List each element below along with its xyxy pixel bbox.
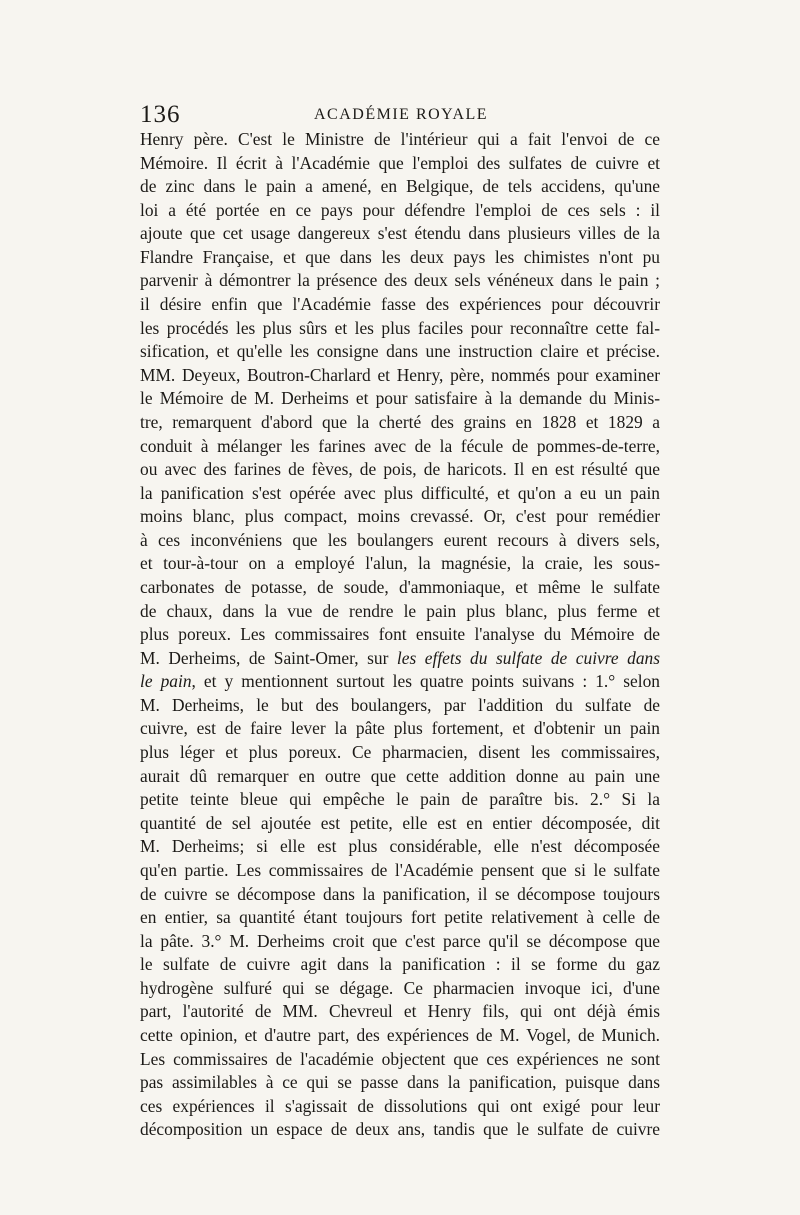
text-line: aurait dû remarquer en outre que cette addition donne au pain une: [140, 765, 660, 786]
page-header: [140, 100, 660, 130]
text-line: Mémoire. Il écrit à l'Académie que l'emploi des sulfates de cuivre et: [140, 152, 660, 173]
text-line: tre, remarquent d'abord que la cherté des grains en 1828 et 1829 a: [140, 411, 660, 432]
text-run: , et y mentionnent surtout les quatre points suivans : 1.° selon: [191, 671, 660, 692]
text-line: Les commissaires de l'académie objectent que ces expériences ne sont: [140, 1048, 660, 1069]
text-line: de cuivre se décompose dans la panification, il se décompose toujours: [140, 883, 660, 904]
italic-title-run: le pain: [140, 671, 192, 692]
text-line: parvenir à démontrer la présence des deux sels vénéneux dans le pain ;: [140, 270, 660, 291]
text-line-with-italic: [140, 647, 660, 671]
text-line: part, l'autorité de MM. Chevreul et Henry fils, qui ont déjà émis: [140, 1001, 660, 1022]
text-line: le sulfate de cuivre agit dans la panification : il se forme du gaz: [140, 954, 660, 975]
text-line: ces expériences il s'agissait de dissolutions qui ont exigé pour leur: [140, 1095, 660, 1116]
text-line: il désire enfin que l'Académie fasse des expériences pour découvrir: [140, 294, 660, 315]
text-line: cuivre, est de faire lever la pâte plus fortement, et d'obtenir un pain: [140, 718, 660, 739]
text-line: quantité de sel ajoutée est petite, elle est en entier décomposée, dit: [140, 812, 660, 833]
text-line: de chaux, dans la vue de rendre le pain plus blanc, plus ferme et: [140, 600, 660, 621]
text-line: les procédés les plus sûrs et les plus faciles pour reconnaître cette fal-: [140, 317, 660, 338]
text-line: hydrogène sulfuré qui se dégage. Ce pharmacien invoque ici, d'une: [140, 977, 660, 998]
page-number: 136: [140, 101, 181, 128]
text-line: plus poreux. Les commissaires font ensuite l'analyse du Mémoire de: [140, 624, 660, 645]
text-run: M. Derheims, de Saint-Omer, sur: [140, 647, 397, 668]
text-line: en entier, sa quantité étant toujours fort petite relativement à celle de: [140, 907, 660, 928]
text-line: loi a été portée en ce pays pour défendre l'emploi de ces sels : il: [140, 199, 660, 220]
text-line: à ces inconvéniens que les boulangers eurent recours à divers sels,: [140, 529, 660, 550]
running-title: ACADÉMIE ROYALE: [314, 106, 489, 123]
text-line: de zinc dans le pain a amené, en Belgique, de tels accidens, qu'une: [140, 176, 660, 197]
text-line: qu'en partie. Les commissaires de l'Académie pensent que si le sulfate: [140, 859, 660, 880]
text-line: le Mémoire de M. Derheims et pour satisfaire à la demande du Minis-: [140, 388, 660, 409]
text-line: Flandre Française, et que dans les deux pays les chimistes n'ont pu: [140, 246, 660, 267]
text-line: MM. Deyeux, Boutron-Charlard et Henry, père, nommés pour examiner: [140, 364, 660, 385]
text-line: petite teinte bleue qui empêche le pain de paraître bis. 2.° Si la: [140, 789, 660, 810]
text-line: Henry père. C'est le Ministre de l'intérieur qui a fait l'envoi de ce: [140, 129, 660, 149]
text-line: pas assimilables à ce qui se passe dans la panification, puisque dans: [140, 1072, 660, 1093]
text-line: M. Derheims, le but des boulangers, par l'addition du sulfate de: [140, 694, 660, 715]
body-text: [140, 128, 660, 1142]
text-line: plus léger et plus poreux. Ce pharmacien, disent les commissaires,: [140, 742, 660, 763]
text-line: M. Derheims; si elle est plus considérable, elle n'est décomposée: [140, 836, 660, 857]
text-line: et tour-à-tour on a employé l'alun, la magnésie, la craie, les sous-: [140, 553, 660, 574]
text-line: conduit à mélanger les farines avec de la fécule de pommes-de-terre,: [140, 435, 660, 456]
text-line: sification, et qu'elle les consigne dans une instruction claire et précise.: [140, 341, 660, 362]
text-line: la pâte. 3.° M. Derheims croit que c'est parce qu'il se décompose que: [140, 930, 660, 951]
text-line: moins blanc, plus compact, moins crevassé. Or, c'est pour remédier: [140, 506, 660, 527]
text-line-with-italic: [140, 670, 660, 694]
text-line: carbonates de potasse, de soude, d'ammoniaque, et même le sulfate: [140, 576, 660, 597]
text-line: ajoute que cet usage dangereux s'est étendu dans plusieurs villes de la: [140, 223, 660, 244]
text-line: cette opinion, et d'autre part, des expériences de M. Vogel, de Munich.: [140, 1024, 660, 1045]
italic-title-run: les effets du sulfate de cuivre dans: [396, 647, 660, 668]
text-line: la panification s'est opérée avec plus difficulté, et qu'on a eu un pain: [140, 482, 660, 503]
text-line: décomposition un espace de deux ans, tandis que le sulfate de cuivre: [140, 1119, 660, 1140]
text-line: ou avec des farines de fèves, de pois, de haricots. Il en est résulté que: [140, 459, 660, 480]
